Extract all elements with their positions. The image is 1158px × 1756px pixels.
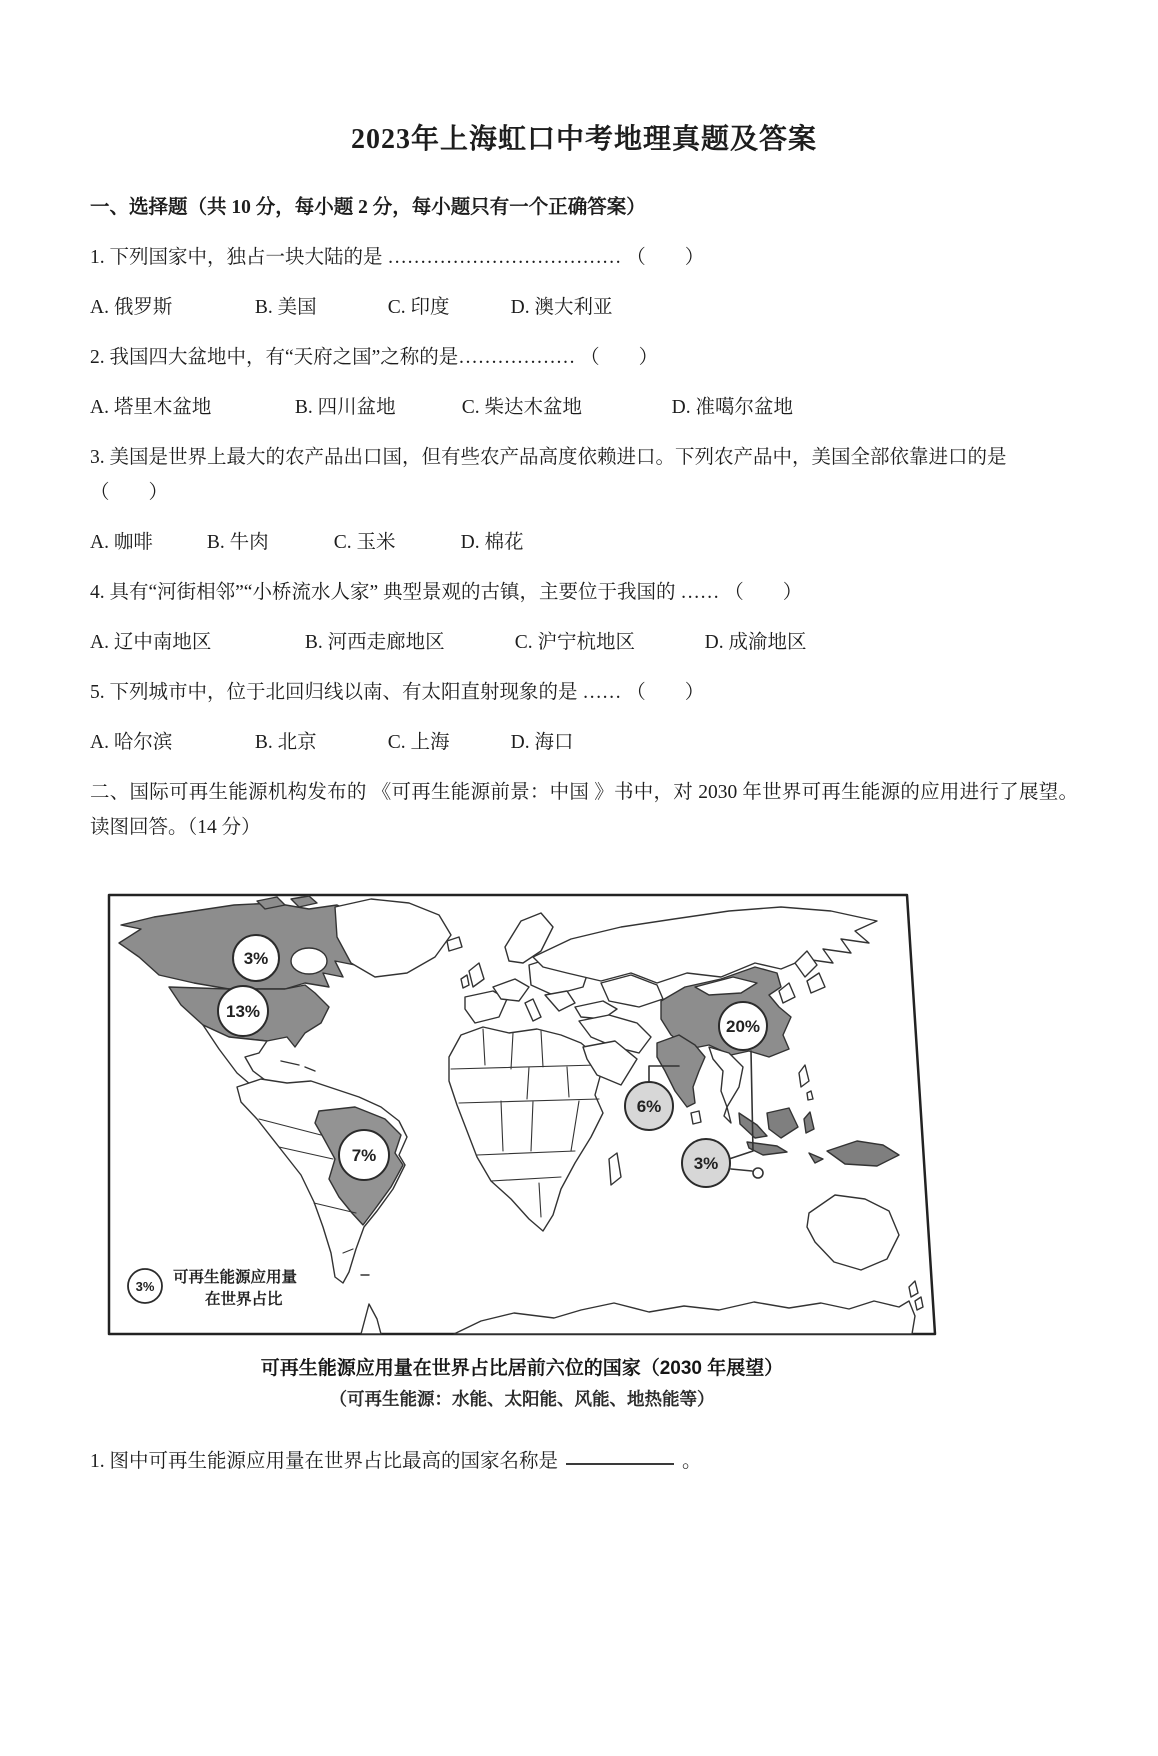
answer-blank bbox=[566, 1460, 674, 1465]
marker-india-label: 6% bbox=[636, 1097, 662, 1116]
map-caption-line1: 可再生能源应用量在世界占比居前六位的国家（2030 年展望） bbox=[260, 1358, 784, 1379]
hudson-bay bbox=[291, 948, 327, 974]
option-a: A. 咖啡 bbox=[90, 532, 153, 553]
legend-label-line1: 可再生能源应用量 bbox=[173, 1269, 298, 1286]
question-3-options bbox=[90, 525, 1078, 560]
option-a: A. 塔里木盆地 bbox=[90, 397, 212, 418]
question-4-options bbox=[90, 625, 1078, 660]
question-1: 1. 下列国家中，独占一块大陆的是 ……………………………… （ ） bbox=[90, 247, 705, 268]
fill-in-question-text: 1. 图中可再生能源应用量在世界占比最高的国家名称是 bbox=[90, 1451, 559, 1472]
option-a: A. 辽中南地区 bbox=[90, 632, 212, 653]
marker-usa-label: 13% bbox=[225, 1002, 261, 1021]
fill-in-question bbox=[90, 1444, 1078, 1479]
option-b: B. 河西走廊地区 bbox=[304, 632, 445, 653]
marker-china-label: 20% bbox=[725, 1017, 761, 1036]
option-c: C. 玉米 bbox=[333, 532, 396, 553]
option-d: D. 准噶尔盆地 bbox=[671, 397, 793, 418]
option-b: B. 四川盆地 bbox=[294, 397, 396, 418]
question-2-options bbox=[90, 390, 1078, 425]
option-c: C. 沪宁杭地区 bbox=[514, 632, 636, 653]
indonesia-leader-dot bbox=[753, 1168, 763, 1178]
option-c: C. 印度 bbox=[387, 297, 450, 318]
exam-page bbox=[0, 118, 1148, 1479]
question-4: 4. 具有“河街相邻”“小桥流水人家” 典型景观的古镇，主要位于我国的 …… （ ） bbox=[90, 582, 803, 603]
section2-intro: 二、国际可再生能源机构发布的 《可再生能源前景：中国 》书中，对 2030 年世界可再生能源的应用进行了展望。读图回答。（14 分） bbox=[90, 782, 1078, 838]
page-title: 2023年上海虹口中考地理真题及答案 bbox=[350, 124, 817, 155]
question-5: 5. 下列城市中，位于北回归线以南、有太阳直射现象的是 …… （ ） bbox=[90, 682, 705, 703]
option-b: B. 美国 bbox=[254, 297, 317, 318]
sri-lanka bbox=[691, 1111, 701, 1124]
question-3: 3. 美国是世界上最大的农产品出口国，但有些农产品高度依赖进口。下列农产品中，美国全部依靠进口的是 （ ） bbox=[90, 447, 1007, 503]
option-c: C. 柴达木盆地 bbox=[461, 397, 583, 418]
section1-heading: 一、选择题（共 10 分，每小题 2 分，每小题只有一个正确答案） bbox=[90, 197, 646, 218]
option-d: D. 海口 bbox=[510, 732, 574, 753]
marker-canada-label: 3% bbox=[243, 949, 269, 968]
option-a: A. 俄罗斯 bbox=[90, 297, 173, 318]
question-1-options bbox=[90, 290, 1078, 325]
legend-label-line2: 在世界占比 bbox=[205, 1291, 283, 1308]
fill-in-question-period: 。 bbox=[682, 1451, 702, 1472]
option-d: D. 棉花 bbox=[460, 532, 524, 553]
option-d: D. 成渝地区 bbox=[704, 632, 807, 653]
question-2: 2. 我国四大盆地中，有“天府之国”之称的是……………… （ ） bbox=[90, 347, 659, 368]
option-b: B. 牛肉 bbox=[206, 532, 269, 553]
option-c: C. 上海 bbox=[387, 732, 450, 753]
question-5-options bbox=[90, 725, 1078, 760]
option-d: D. 澳大利亚 bbox=[510, 297, 613, 318]
map-caption-line2: （可再生能源：水能、太阳能、风能、地热能等） bbox=[329, 1389, 715, 1409]
marker-indonesia-label: 3% bbox=[693, 1154, 719, 1173]
map-caption bbox=[105, 1354, 939, 1414]
option-b: B. 北京 bbox=[254, 732, 317, 753]
legend-symbol-value: 3% bbox=[135, 1279, 155, 1294]
world-map-figure bbox=[105, 891, 939, 1338]
marker-brazil-label: 7% bbox=[351, 1146, 377, 1165]
option-a: A. 哈尔滨 bbox=[90, 732, 173, 753]
